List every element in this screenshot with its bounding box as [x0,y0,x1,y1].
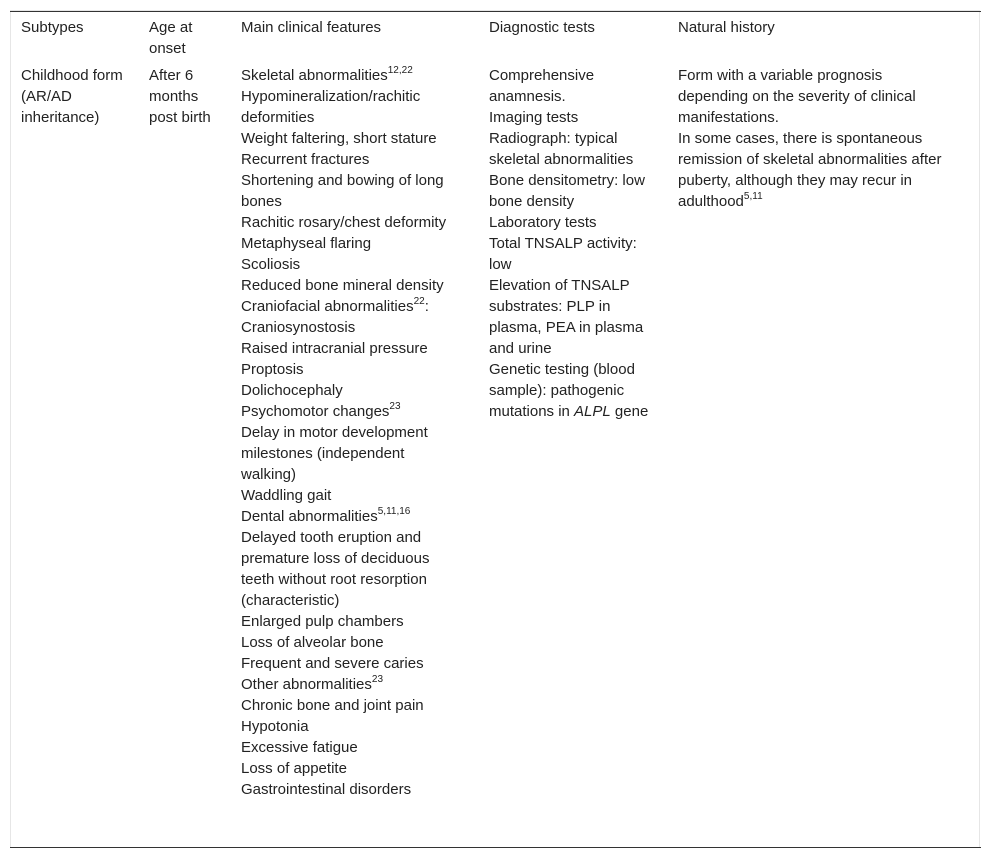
clinical-feature-item: Recurrent fractures [241,151,370,168]
clinical-feature-item: Loss of alveolar bone [241,634,384,651]
diag-item: Laboratory tests [489,214,597,231]
clinical-feature-item: Raised intracranial pressure [241,340,428,357]
header-age-at-onset: Age at onset [149,19,193,57]
clinical-feature-item: Proptosis [241,361,304,378]
diag-item: Radiograph: typical skeletal abnormalities [489,130,634,168]
clinical-feature-item: Loss of appetite [241,760,347,777]
natural-history-p1: Form with a variable prognosis depending on the severity of clinical manifestations. [678,67,916,126]
cell-subtype: Childhood form (AR/AD inheritance) [21,67,123,126]
clinical-feature-item: Craniofacial abnormalities$^{22}$: [241,296,429,315]
clinical-feature-item: Dolichocephaly [241,382,343,399]
diag-item: Bone densitometry: low bone density [489,172,645,210]
clinical-feature-item: Reduced bone mineral density [241,277,444,294]
clinical-feature-item: Delay in motor development milestones (independent walking) [241,424,428,483]
clinical-feature-item: Hypotonia [241,718,309,735]
diag-item: Imaging tests [489,109,579,126]
cell-diagnostic-tests [489,65,649,422]
table-bottom-rule [10,847,981,848]
clinical-feature-item: Gastrointestinal disorders [241,781,412,798]
clinical-feature-item: Metaphyseal flaring [241,235,372,252]
clinical-feature-item: Hypomineralization/rachitic deformities [241,88,421,126]
clinical-feature-item: Frequent and severe caries [241,655,424,672]
clinical-feature-item: Psychomotor changes$^{23}$ [241,401,401,420]
diag-genetic-text: Genetic testing (blood sample): pathogenic mutations in [489,361,635,420]
clinical-feature-item: Dental abnormalities$^{5,11,16}$ [241,506,411,525]
clinical-feature-item: Weight faltering, short stature [241,130,437,147]
reference-superscript: 23 [371,674,384,685]
diag-gene-word: gene [614,403,649,420]
clinical-feature-item: Scoliosis [241,256,301,273]
clinical-feature-item: Rachitic rosary/chest deformity [241,214,447,231]
cell-age-at-onset: After 6 months post birth [149,67,211,126]
header-natural-history: Natural history [678,19,775,36]
clinical-feature-item: Craniosynostosis [241,319,356,336]
diag-item: Total TNSALP activity: low [489,235,637,273]
header-main-clinical-features: Main clinical features [241,19,382,36]
diag-item [489,359,649,422]
reference-superscript: 22 [413,296,425,307]
clinical-feature-item: Chronic bone and joint pain [241,697,424,714]
reference-superscript: 23 [389,401,401,412]
clinical-feature-item: Shortening and bowing of long bones [241,172,444,210]
clinical-feature-item: Other abnormalities$^{23}$ [241,674,384,693]
natural-history-p2: In some cases, there is spontaneous remission of skeletal abnormalities after puberty, although they may recur in adulthood$^{5,11}$ [678,130,942,210]
clinical-feature-item: Delayed tooth eruption and premature loss of deciduous teeth without root resorption (characteristic) [241,529,430,609]
header-subtypes: Subtypes [21,19,84,36]
gene-name: ALPL [574,403,611,420]
clinical-feature-item: Excessive fatigue [241,739,358,756]
reference-superscript: 12,22 [387,65,413,76]
header-diagnostic-tests: Diagnostic tests [489,19,595,36]
clinical-feature-item: Enlarged pulp chambers [241,613,404,630]
reference-superscript: 5,11,16 [377,506,411,517]
clinical-feature-item: Skeletal abnormalities$^{12,22}$ [241,65,413,84]
reference-superscript: 5,11 [743,191,763,202]
diag-item: Elevation of TNSALP substrates: PLP in plasma, PEA in plasma and urine [489,277,644,357]
table-top-rule [10,11,981,12]
diag-item: Comprehensive anamnesis. [489,67,595,105]
cell-natural-history [678,65,953,212]
clinical-feature-item: Waddling gait [241,487,332,504]
cell-clinical-features [241,65,461,800]
